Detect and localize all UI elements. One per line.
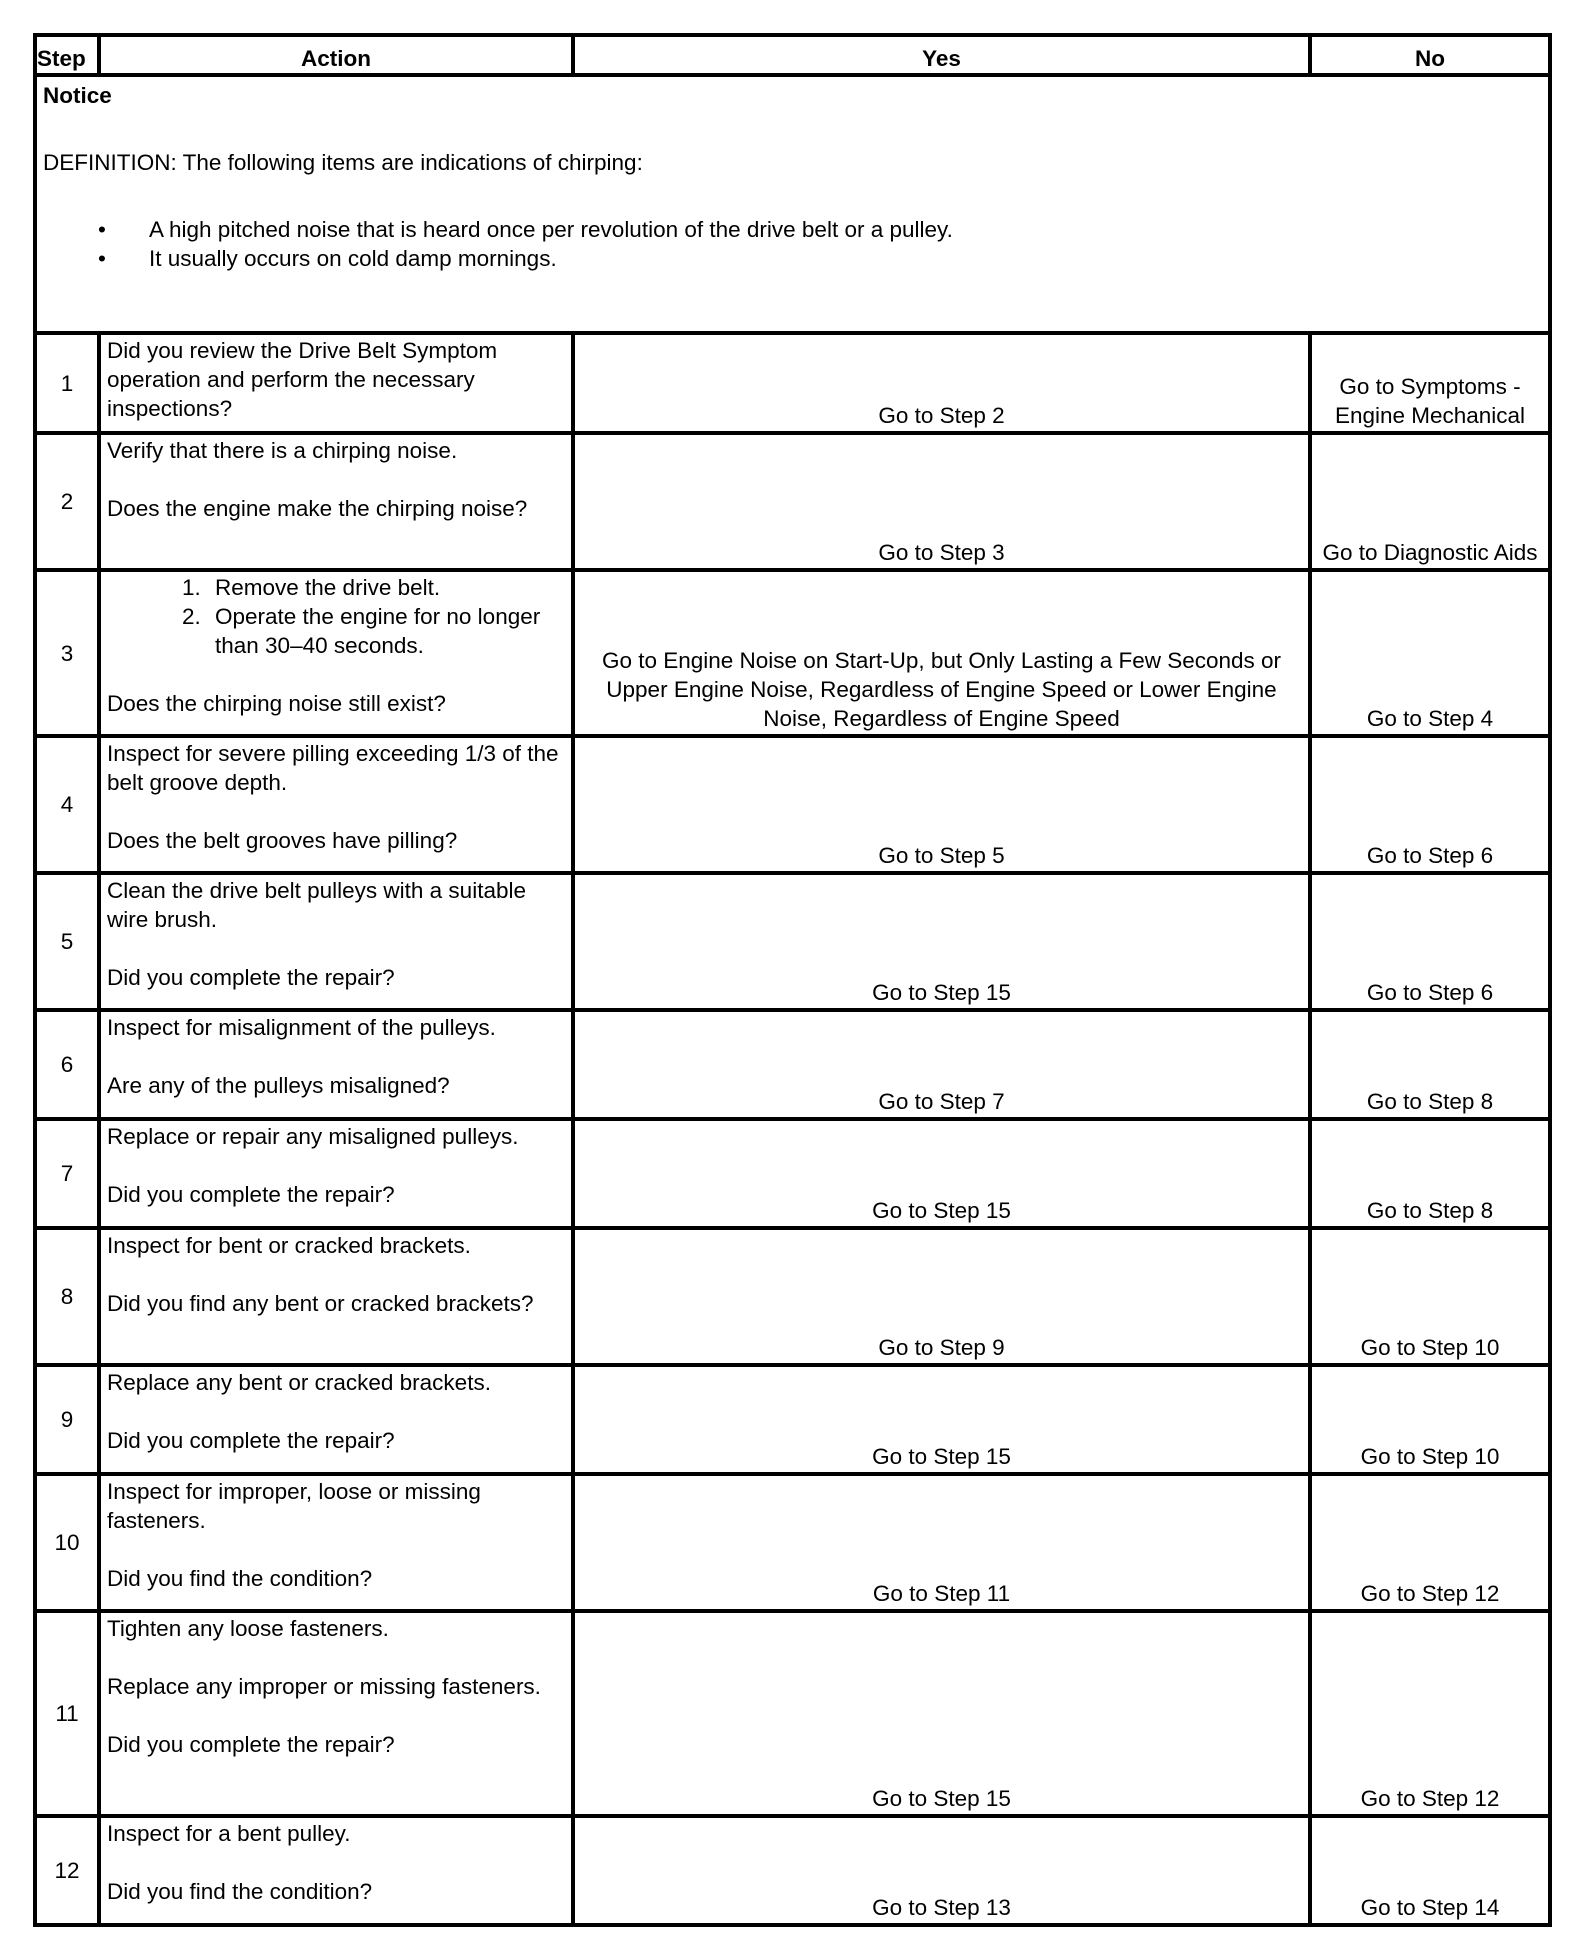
step-number: 6 xyxy=(35,1010,99,1119)
diagnostic-table xyxy=(33,33,1552,1927)
step-number: 11 xyxy=(35,1611,99,1816)
notice-bullet: • It usually occurs on cold damp mornings. xyxy=(149,244,1542,273)
list-item: 1. Remove the drive belt. xyxy=(207,573,567,602)
no-cell: Go to Step 8 xyxy=(1310,1010,1550,1119)
notice-bullet: • A high pitched noise that is heard once per revolution of the drive belt or a pulley. xyxy=(149,215,1542,244)
action-cell xyxy=(99,873,573,1010)
action-question: Does the engine make the chirping noise? xyxy=(107,496,528,521)
table-row xyxy=(35,570,1550,736)
action-text: Inspect for severe pilling exceeding 1/3 of the belt groove depth. xyxy=(107,741,559,795)
action-cell xyxy=(99,1816,573,1925)
action-cell xyxy=(99,333,573,433)
yes-cell: Go to Step 5 xyxy=(573,736,1310,873)
step-number: 3 xyxy=(35,570,99,736)
action-question: Did you complete the repair? xyxy=(107,965,395,990)
yes-cell: Go to Step 15 xyxy=(573,1365,1310,1474)
action-text: Clean the drive belt pulleys with a suitable wire brush. xyxy=(107,878,526,932)
action-question: Are any of the pulleys misaligned? xyxy=(107,1073,450,1098)
no-cell: Go to Step 12 xyxy=(1310,1611,1550,1816)
action-cell xyxy=(99,1611,573,1816)
action-question: Did you complete the repair? xyxy=(107,1732,395,1757)
no-cell: Go to Diagnostic Aids xyxy=(1310,433,1550,570)
table-row xyxy=(35,1474,1550,1611)
yes-cell: Go to Step 15 xyxy=(573,873,1310,1010)
step-number: 5 xyxy=(35,873,99,1010)
no-cell: Go to Step 4 xyxy=(1310,570,1550,736)
step-number: 8 xyxy=(35,1228,99,1365)
table-row xyxy=(35,1119,1550,1228)
action-steps-list xyxy=(107,573,567,660)
action-question: Did you find the condition? xyxy=(107,1879,373,1904)
header-step: Step xyxy=(35,35,99,75)
action-cell xyxy=(99,1119,573,1228)
action-question: Does the belt grooves have pilling? xyxy=(107,828,458,853)
action-text: Inspect for a bent pulley. xyxy=(107,1821,351,1846)
yes-cell: Go to Step 7 xyxy=(573,1010,1310,1119)
no-cell: Go to Step 8 xyxy=(1310,1119,1550,1228)
yes-cell: Go to Step 15 xyxy=(573,1119,1310,1228)
no-cell: Go to Step 10 xyxy=(1310,1365,1550,1474)
step-number: 7 xyxy=(35,1119,99,1228)
action-text: Inspect for improper, loose or missing fasteners. xyxy=(107,1479,481,1533)
action-question: Does the chirping noise still exist? xyxy=(107,691,446,716)
action-cell xyxy=(99,1474,573,1611)
action-text: Inspect for misalignment of the pulleys. xyxy=(107,1015,496,1040)
action-cell xyxy=(99,1365,573,1474)
header-row xyxy=(35,35,1550,75)
step-number: 10 xyxy=(35,1474,99,1611)
table-row xyxy=(35,736,1550,873)
no-cell: Go to Step 12 xyxy=(1310,1474,1550,1611)
header-action: Action xyxy=(99,35,573,75)
action-text: Inspect for bent or cracked brackets. xyxy=(107,1233,471,1258)
action-question: Did you find the condition? xyxy=(107,1566,373,1591)
action-cell xyxy=(99,570,573,736)
step-number: 12 xyxy=(35,1816,99,1925)
no-cell: Go to Step 10 xyxy=(1310,1228,1550,1365)
step-number: 1 xyxy=(35,333,99,433)
no-cell: Go to Symptoms - Engine Mechanical xyxy=(1310,333,1550,433)
notice-title: Notice xyxy=(43,83,112,108)
yes-cell: Go to Step 3 xyxy=(573,433,1310,570)
notice-cell xyxy=(35,75,1550,333)
notice-definition: DEFINITION: The following items are indications of chirping: xyxy=(43,150,643,175)
yes-cell: Go to Step 15 xyxy=(573,1611,1310,1816)
action-cell xyxy=(99,736,573,873)
table-row xyxy=(35,1228,1550,1365)
yes-cell: Go to Step 11 xyxy=(573,1474,1310,1611)
action-question: Did you find any bent or cracked brackets? xyxy=(107,1291,534,1316)
list-item: 2. Operate the engine for no longer than 30–40 seconds. xyxy=(207,602,567,660)
yes-cell: Go to Step 13 xyxy=(573,1816,1310,1925)
step-number: 2 xyxy=(35,433,99,570)
action-text: Replace any improper or missing fasteners. xyxy=(107,1674,541,1699)
notice-bullets xyxy=(43,215,1542,273)
no-cell: Go to Step 6 xyxy=(1310,873,1550,1010)
yes-cell: Go to Engine Noise on Start-Up, but Only Lasting a Few Seconds or Upper Engine Noise, Regardless of Engine Speed or Lower Engine Noise, Regardless of Engine Speed xyxy=(573,570,1310,736)
action-text: Replace or repair any misaligned pulleys. xyxy=(107,1124,519,1149)
action-text: Verify that there is a chirping noise. xyxy=(107,438,458,463)
action-question: Did you complete the repair? xyxy=(107,1182,395,1207)
action-cell xyxy=(99,1228,573,1365)
table-row xyxy=(35,1365,1550,1474)
action-question: Did you complete the repair? xyxy=(107,1428,395,1453)
step-number: 4 xyxy=(35,736,99,873)
action-text: Tighten any loose fasteners. xyxy=(107,1616,389,1641)
action-text: Replace any bent or cracked brackets. xyxy=(107,1370,491,1395)
header-no: No xyxy=(1310,35,1550,75)
table-row xyxy=(35,1010,1550,1119)
table-row xyxy=(35,1611,1550,1816)
header-yes: Yes xyxy=(573,35,1310,75)
action-cell xyxy=(99,1010,573,1119)
table-row xyxy=(35,333,1550,433)
action-text: Did you review the Drive Belt Symptom operation and perform the necessary inspections? xyxy=(107,338,498,421)
action-cell xyxy=(99,433,573,570)
step-number: 9 xyxy=(35,1365,99,1474)
table-row xyxy=(35,873,1550,1010)
yes-cell: Go to Step 9 xyxy=(573,1228,1310,1365)
notice-row xyxy=(35,75,1550,333)
yes-cell: Go to Step 2 xyxy=(573,333,1310,433)
no-cell: Go to Step 6 xyxy=(1310,736,1550,873)
table-row xyxy=(35,1816,1550,1925)
table-row xyxy=(35,433,1550,570)
no-cell: Go to Step 14 xyxy=(1310,1816,1550,1925)
